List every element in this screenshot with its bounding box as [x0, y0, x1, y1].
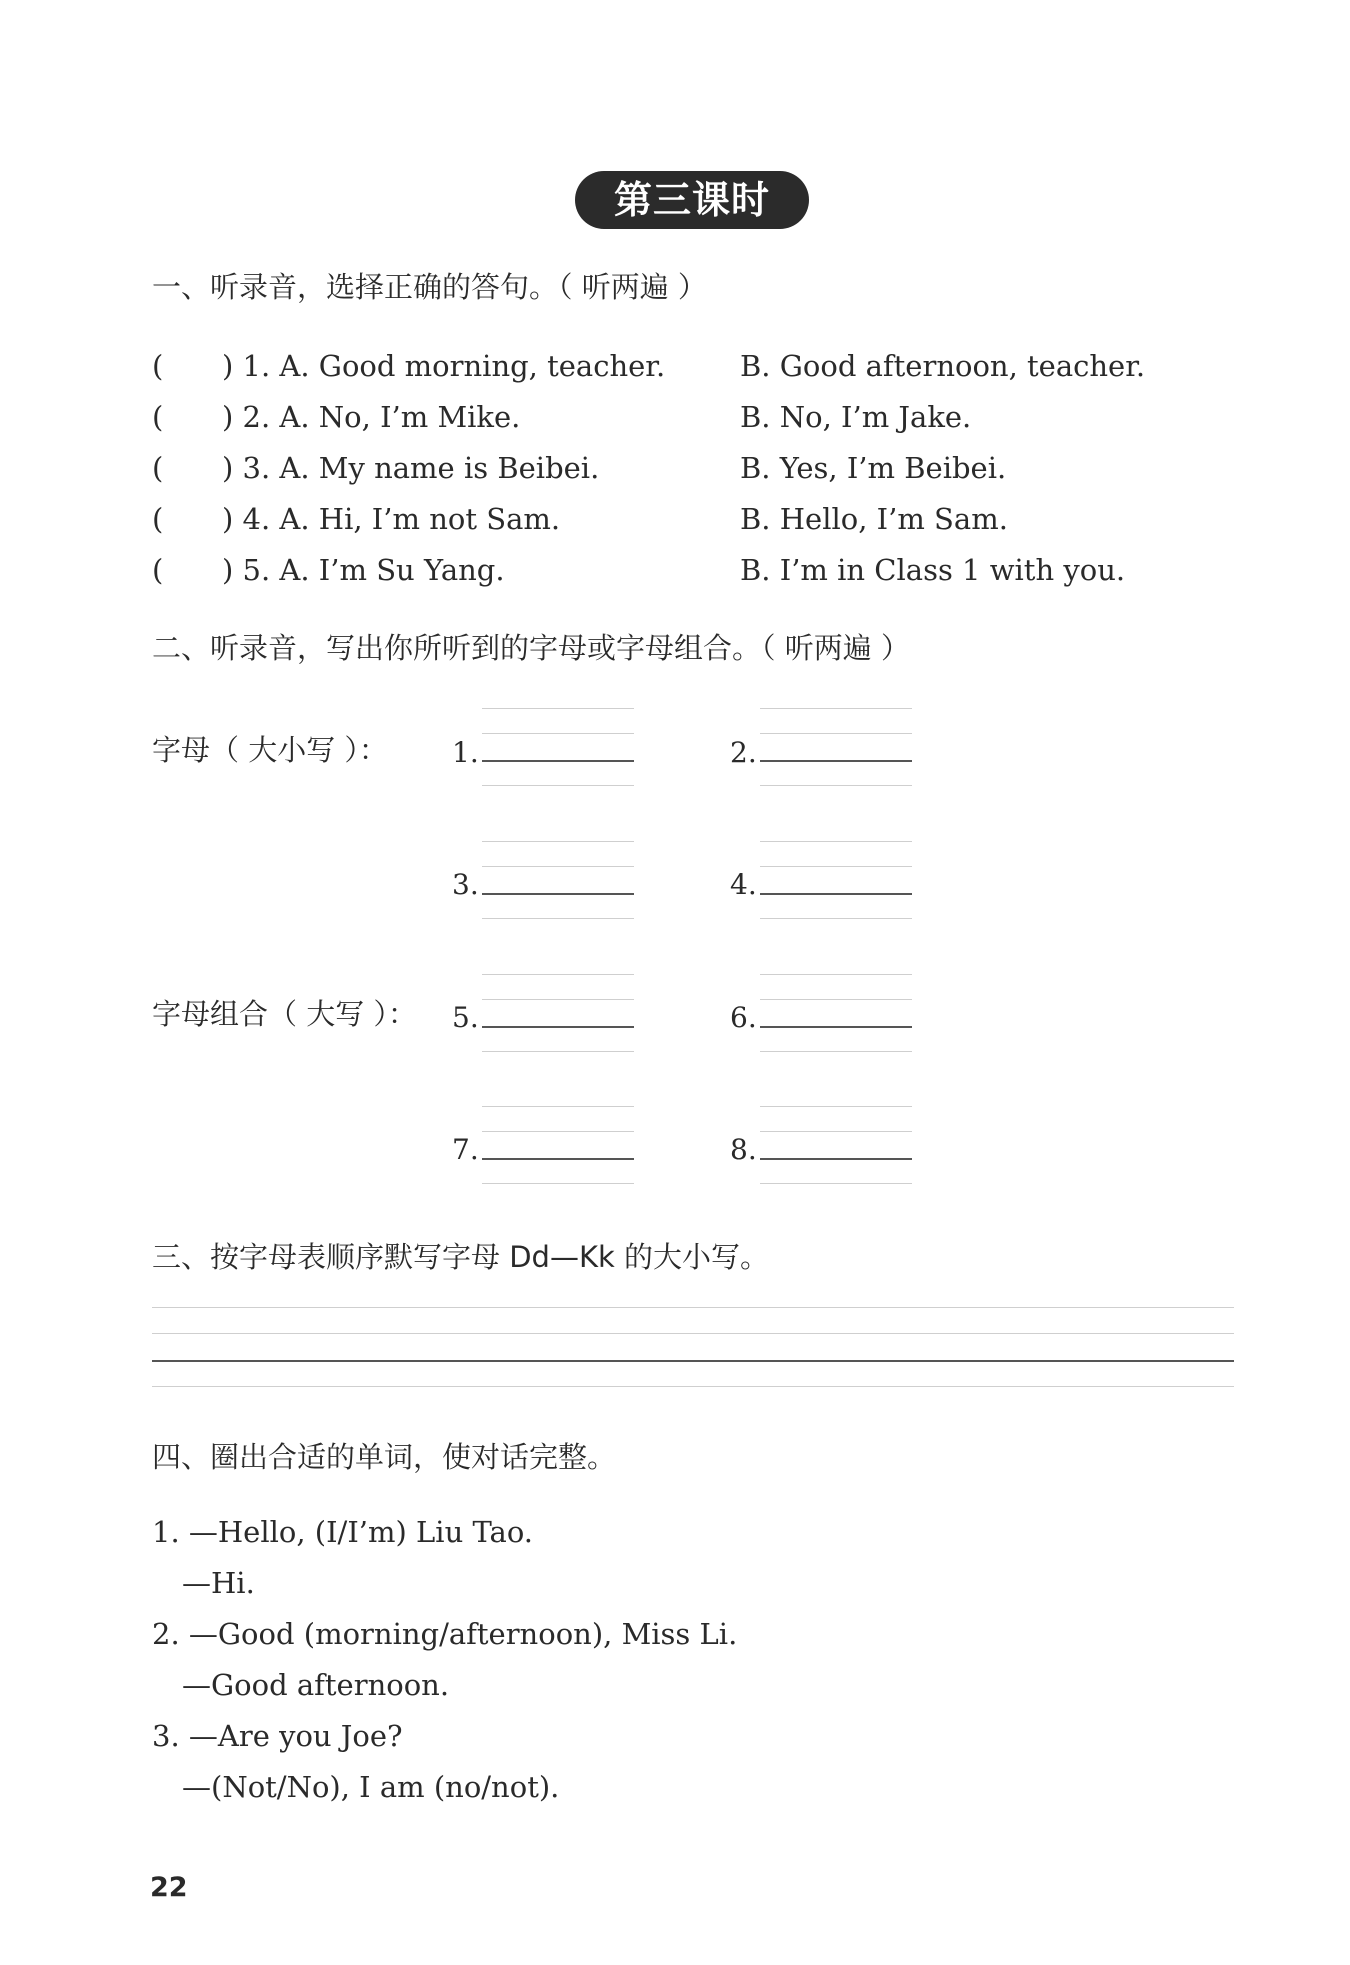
- alphabet-writing-area[interactable]: [152, 1307, 1234, 1387]
- answer-paren-open: (: [152, 400, 164, 434]
- blank-number: 6.: [730, 1001, 757, 1034]
- blank-number: 2.: [730, 736, 757, 769]
- writing-blank-7[interactable]: [482, 1106, 634, 1184]
- writing-blank-2[interactable]: [760, 708, 912, 786]
- blank-number: 4.: [730, 868, 757, 901]
- writing-blank-8[interactable]: [760, 1106, 912, 1184]
- letters-label: 字母（ 大小写 ）：: [152, 733, 388, 767]
- answer-paren-open: (: [152, 451, 164, 485]
- dialogue-line: —Good afternoon.: [182, 1668, 450, 1702]
- blank-number: 3.: [452, 868, 479, 901]
- dialogue-line: —Hi.: [182, 1566, 255, 1600]
- writing-blank-6[interactable]: [760, 974, 912, 1052]
- blank-number: 5.: [452, 1001, 479, 1034]
- answer-paren-open: (: [152, 502, 164, 536]
- option-a: ) 2. A. No, I’m Mike.: [222, 400, 521, 434]
- option-a: ) 5. A. I’m Su Yang.: [222, 553, 505, 587]
- blank-number: 1.: [452, 736, 479, 769]
- blank-number: 8.: [730, 1133, 757, 1166]
- dialogue-line: 3. —Are you Joe?: [152, 1719, 403, 1753]
- section2-heading: 二、听录音，写出你所听到的字母或字母组合。（ 听两遍 ）: [152, 631, 910, 665]
- answer-paren-open: (: [152, 349, 164, 383]
- option-b: B. I’m in Class 1 with you.: [740, 553, 1126, 587]
- page-number: 22: [150, 1872, 188, 1903]
- section3-heading: 三、按字母表顺序默写字母 Dd—Kk 的大小写。: [152, 1240, 769, 1274]
- option-b: B. Hello, I’m Sam.: [740, 502, 1008, 536]
- option-a: ) 3. A. My name is Beibei.: [222, 451, 600, 485]
- option-b: B. Yes, I’m Beibei.: [740, 451, 1007, 485]
- option-b: B. No, I’m Jake.: [740, 400, 972, 434]
- option-a: ) 1. A. Good morning, teacher.: [222, 349, 666, 383]
- writing-blank-4[interactable]: [760, 841, 912, 919]
- dialogue-line: 1. —Hello, (I/I’m) Liu Tao.: [152, 1515, 534, 1549]
- writing-blank-5[interactable]: [482, 974, 634, 1052]
- dialogue-line: —(Not/No), I am (no/not).: [182, 1770, 560, 1804]
- section4-heading: 四、圈出合适的单词，使对话完整。: [152, 1440, 617, 1474]
- lesson-title-badge: 第三课时: [575, 171, 809, 229]
- writing-blank-1[interactable]: [482, 708, 634, 786]
- option-a: ) 4. A. Hi, I’m not Sam.: [222, 502, 561, 536]
- blank-number: 7.: [452, 1133, 479, 1166]
- answer-paren-open: (: [152, 553, 164, 587]
- option-b: B. Good afternoon, teacher.: [740, 349, 1146, 383]
- section1-heading: 一、听录音，选择正确的答句。（ 听两遍 ）: [152, 270, 707, 304]
- dialogue-line: 2. —Good (morning/afternoon), Miss Li.: [152, 1617, 738, 1651]
- writing-blank-3[interactable]: [482, 841, 634, 919]
- letter-combos-label: 字母组合（ 大写 ）：: [152, 997, 417, 1031]
